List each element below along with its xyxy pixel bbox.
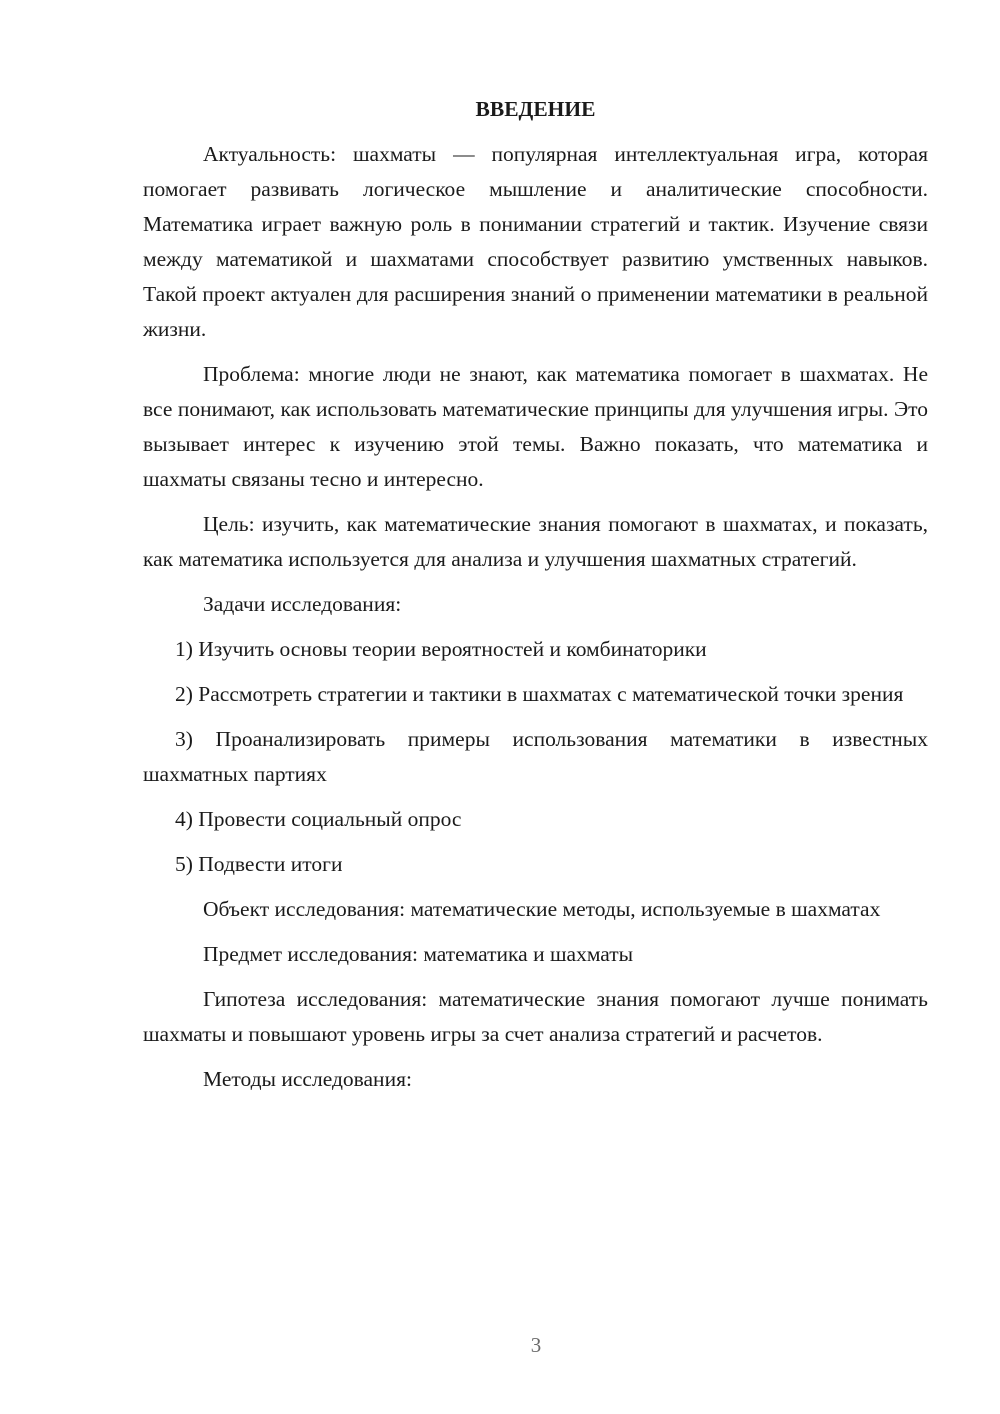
- page-title: ВВЕДЕНИЕ: [475, 97, 596, 121]
- document-page: [143, 92, 928, 1097]
- list-item: 5) Подвести итоги: [175, 852, 343, 876]
- paragraph-hypothesis: Гипотеза исследования: математические знания помогают лучше понимать шахматы и повышают уровень игры за счет анализа стратегий и расчетов.: [143, 987, 928, 1046]
- page-number: 3: [530, 1333, 542, 1357]
- paragraph-goal: Цель: изучить, как математические знания помогают в шахматах, и показать, как математика используется для анализа и улучшения шахматных стратегий.: [143, 512, 928, 571]
- list-item: 2) Рассмотреть стратегии и тактики в шахматах с математической точки зрения: [175, 682, 904, 706]
- list-item: 3) Проанализировать примеры использования математики в известных шахматных партиях: [143, 727, 928, 786]
- paragraph-subject: Предмет исследования: математика и шахматы: [203, 942, 634, 966]
- list-item: 4) Провести социальный опрос: [175, 807, 462, 831]
- paragraph-object: Объект исследования: математические методы, используемые в шахматах: [203, 897, 881, 921]
- paragraph-problem: Проблема: многие люди не знают, как математика помогает в шахматах. Не все понимают, как использовать математические принципы для улучшения игры. Это вызывает интерес к изучению этой темы. Важно показать, что математика и шахматы связаны тесно и интересно.: [143, 362, 928, 491]
- paragraph-relevance: Актуальность: шахматы — популярная интеллектуальная игра, которая помогает развивать логическое мышление и аналитические способности. Математика играет важную роль в понимании стратегий и тактик. Изучение связи между математикой и шахматами способствует развитию умственных навыков. Такой проект актуален для расширения знаний о применении математики в реальной жизни.: [143, 142, 928, 341]
- list-item: 1) Изучить основы теории вероятностей и комбинаторики: [175, 637, 707, 661]
- tasks-title: Задачи исследования:: [203, 592, 402, 616]
- methods-title: Методы исследования:: [203, 1067, 412, 1091]
